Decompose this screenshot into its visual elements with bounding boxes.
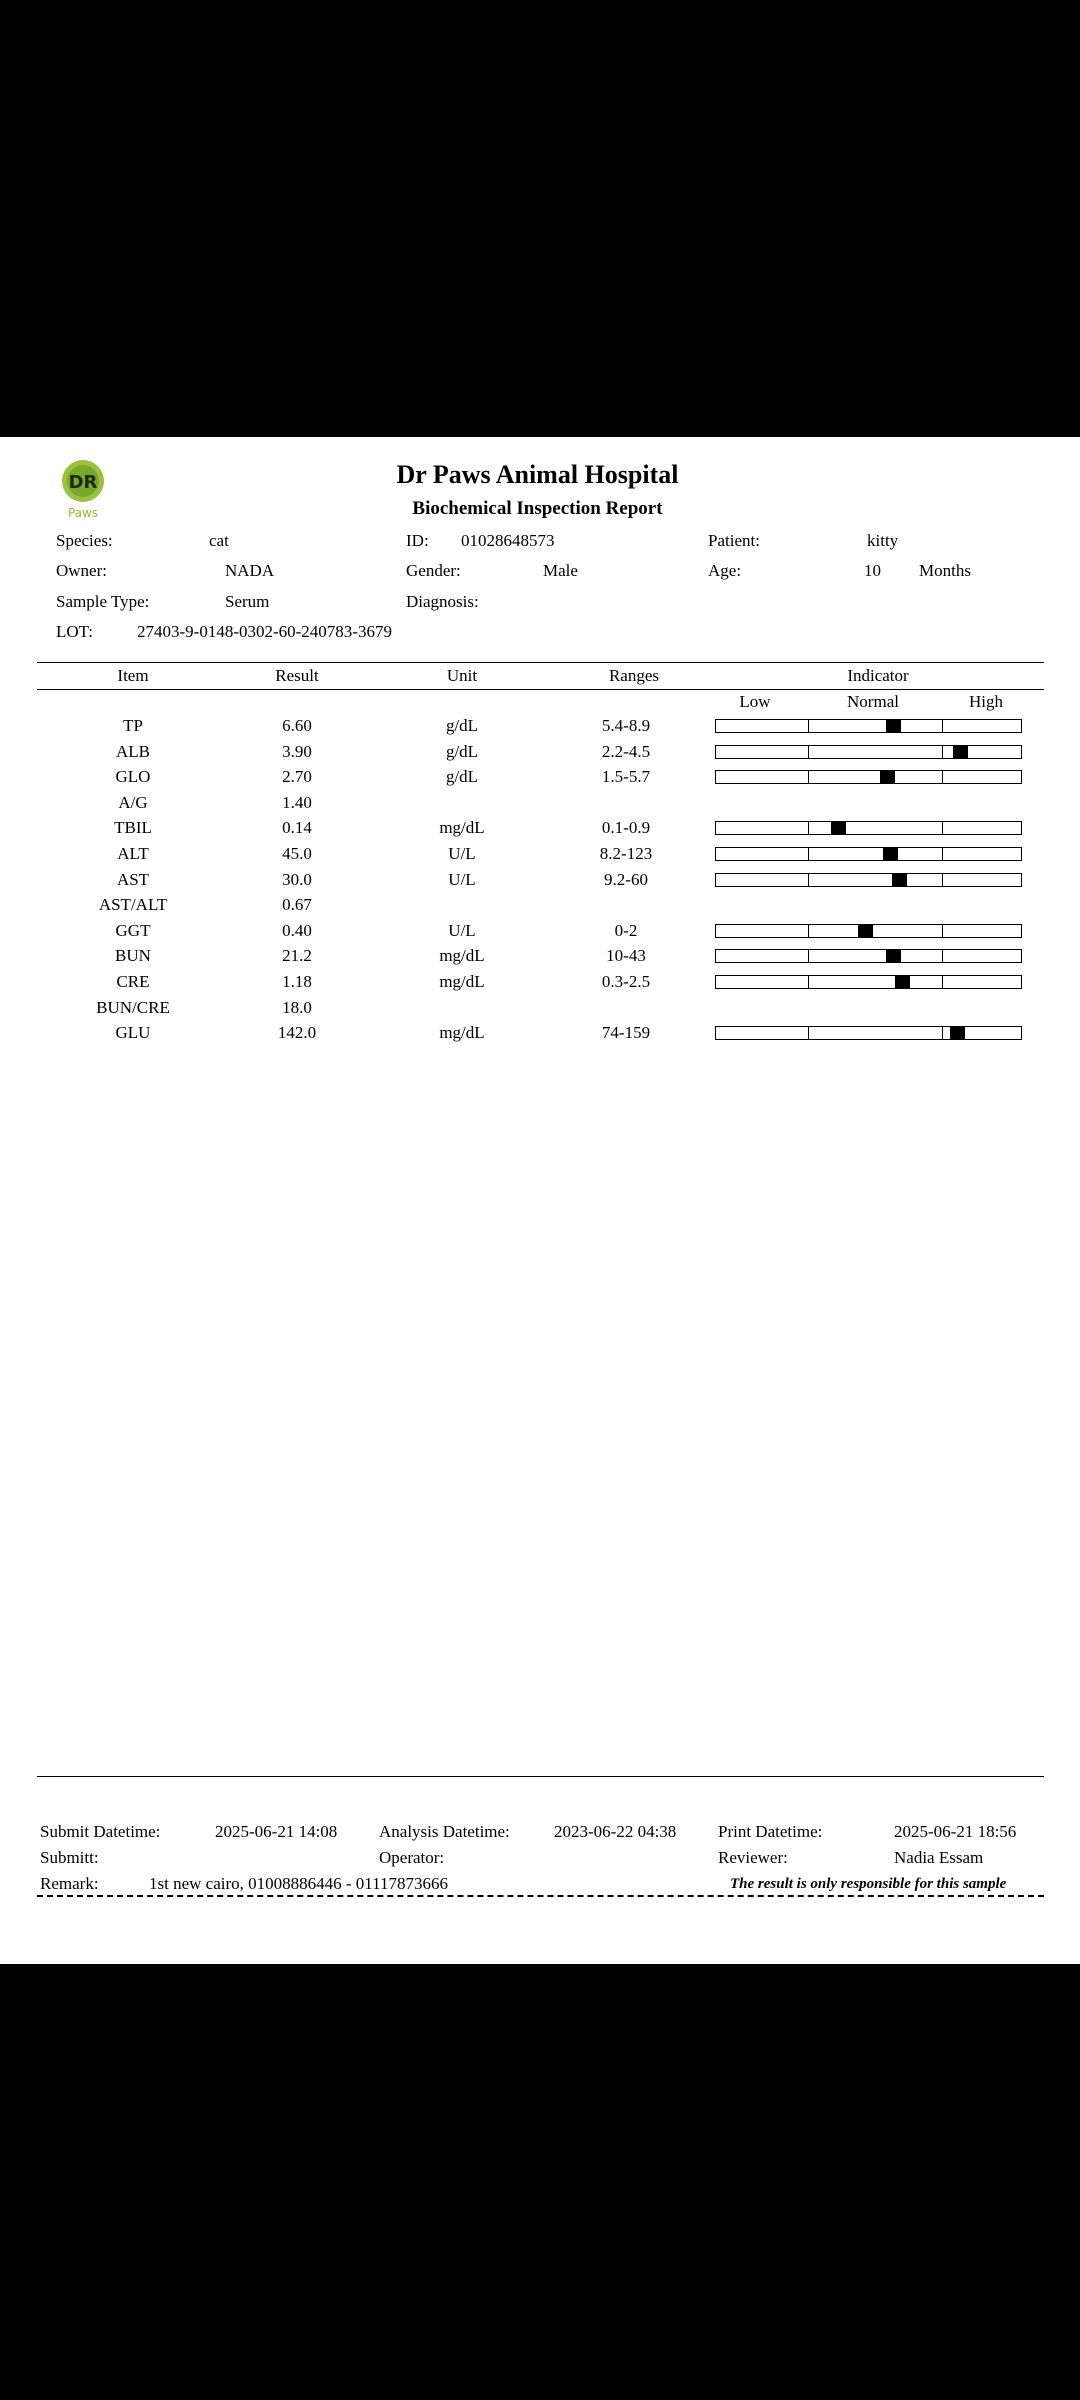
operator-label: Operator: [379, 1848, 445, 1867]
low-normal-divider [808, 874, 809, 886]
age-unit: Months [919, 561, 971, 580]
indicator-marker [880, 771, 895, 783]
gender-label: Gender: [406, 561, 461, 580]
row-unit: g/dL [445, 716, 479, 735]
submitter-label: Submitt: [40, 1848, 99, 1867]
row-result: 0.40 [282, 920, 312, 940]
row-item: GLO [115, 767, 151, 787]
table-header-rule [37, 689, 1044, 690]
row-item: CRE [116, 972, 150, 991]
row-item: GGT [115, 920, 151, 940]
row-item: ALT [117, 844, 149, 863]
row-unit: mg/dL [439, 946, 485, 966]
patient-value: kitty [867, 531, 899, 550]
row-range: 5.4-8.9 [601, 716, 651, 735]
row-unit: mg/dL [439, 1023, 485, 1043]
indicator-marker [858, 925, 873, 937]
age-value: 10 [864, 561, 881, 580]
row-item: AST [116, 869, 150, 889]
indicator-bar [715, 1026, 1022, 1040]
disclaimer: The result is only responsible for this sample [730, 1876, 1007, 1892]
logo-text-top: DR [68, 472, 98, 493]
row-result: 21.2 [282, 946, 312, 966]
id-value: 01028648573 [461, 531, 555, 550]
indicator-marker [831, 822, 846, 834]
normal-high-divider [942, 822, 943, 834]
footer-top-rule [37, 1776, 1044, 1777]
header-result: Result [275, 666, 319, 685]
patient-label: Patient: [708, 531, 760, 550]
indicator-bar [715, 924, 1022, 938]
indicator-high-label: High [969, 692, 1003, 711]
row-result: 45.0 [282, 844, 312, 863]
normal-high-divider [942, 746, 943, 758]
indicator-marker [950, 1027, 965, 1039]
row-unit: g/dL [445, 741, 479, 761]
row-item: ALB [116, 741, 150, 761]
row-result: 6.60 [282, 716, 312, 735]
normal-high-divider [942, 720, 943, 732]
age-label: Age: [708, 561, 742, 580]
low-normal-divider [808, 720, 809, 732]
owner-label: Owner: [56, 561, 107, 580]
indicator-bar [715, 847, 1022, 861]
low-normal-divider [808, 1027, 809, 1039]
normal-high-divider [942, 976, 943, 988]
row-item: A/G [118, 792, 148, 812]
row-item: BUN [115, 946, 151, 966]
row-item: BUN/CRE [96, 997, 170, 1017]
footer-dashed-rule [37, 1895, 1044, 1897]
low-normal-divider [808, 925, 809, 937]
indicator-bar [715, 821, 1022, 835]
reviewer-value: Nadia Essam [894, 1848, 984, 1867]
row-unit: mg/dL [439, 818, 485, 838]
indicator-marker [892, 874, 907, 886]
row-range: 1.5-5.7 [601, 767, 651, 787]
diagnosis-label: Diagnosis: [406, 592, 479, 611]
lot-label: LOT: [56, 622, 93, 641]
print-datetime-value: 2025-06-21 18:56 [894, 1822, 1017, 1841]
row-result: 0.14 [282, 818, 312, 838]
analysis-datetime-value: 2023-06-22 04:38 [554, 1822, 677, 1841]
normal-high-divider [942, 874, 943, 886]
submit-datetime-value: 2025-06-21 14:08 [215, 1822, 338, 1841]
indicator-bar [715, 719, 1022, 733]
indicator-low-label: Low [739, 692, 771, 711]
sample-type-label: Sample Type: [56, 592, 150, 611]
indicator-bar [715, 949, 1022, 963]
gender-value: Male [543, 561, 578, 580]
row-item: AST/ALT [98, 895, 168, 915]
row-range: 2.2-4.5 [601, 741, 651, 761]
report-title: Biochemical Inspection Report [412, 498, 663, 519]
remark-label: Remark: [40, 1874, 99, 1893]
normal-high-divider [942, 848, 943, 860]
header-unit: Unit [446, 666, 478, 685]
remark-value: 1st new cairo, 01008886446 - 01117873666 [149, 1874, 449, 1893]
header-item: Item [117, 666, 149, 685]
low-normal-divider [808, 976, 809, 988]
normal-high-divider [942, 771, 943, 783]
row-result: 3.90 [282, 741, 312, 761]
low-normal-divider [808, 822, 809, 834]
table-top-rule [37, 662, 1044, 663]
row-unit: U/L [448, 844, 476, 863]
row-item: TBIL [114, 818, 152, 838]
row-unit: g/dL [445, 767, 479, 787]
lot-value: 27403-9-0148-0302-60-240783-3679 [137, 622, 392, 641]
row-result: 1.40 [282, 792, 312, 812]
hospital-name: Dr Paws Animal Hospital [396, 460, 679, 489]
normal-high-divider [942, 925, 943, 937]
normal-high-divider [942, 1027, 943, 1039]
submit-datetime-label: Submit Datetime: [40, 1822, 161, 1841]
row-result: 1.18 [282, 972, 312, 991]
low-normal-divider [808, 848, 809, 860]
row-range: 0.1-0.9 [601, 818, 651, 838]
analysis-datetime-label: Analysis Datetime: [379, 1822, 510, 1841]
row-unit: mg/dL [439, 972, 485, 991]
row-result: 0.67 [282, 895, 312, 915]
indicator-marker [895, 976, 910, 988]
indicator-marker [883, 848, 898, 860]
species-label: Species: [56, 531, 113, 550]
indicator-bar [715, 770, 1022, 784]
row-item: GLU [115, 1023, 151, 1043]
sample-type-value: Serum [225, 592, 270, 611]
indicator-bar [715, 745, 1022, 759]
row-result: 18.0 [282, 997, 312, 1017]
print-datetime-label: Print Datetime: [718, 1822, 823, 1841]
row-result: 142.0 [277, 1023, 317, 1043]
indicator-marker [953, 746, 968, 758]
indicator-marker [886, 950, 901, 962]
row-result: 2.70 [282, 767, 312, 787]
row-result: 30.0 [282, 869, 312, 889]
indicator-bar [715, 873, 1022, 887]
row-range: 0.3-2.5 [601, 972, 651, 991]
row-range: 8.2-123 [599, 844, 653, 863]
owner-value: NADA [225, 561, 275, 580]
low-normal-divider [808, 746, 809, 758]
species-value: cat [209, 531, 229, 550]
row-range: 0-2 [614, 920, 638, 940]
row-range: 10-43 [606, 946, 646, 966]
normal-high-divider [942, 950, 943, 962]
low-normal-divider [808, 950, 809, 962]
reviewer-label: Reviewer: [718, 1848, 788, 1867]
low-normal-divider [808, 771, 809, 783]
row-item: TP [123, 716, 143, 735]
indicator-normal-label: Normal [847, 692, 899, 711]
row-unit: U/L [448, 920, 476, 940]
row-range: 9.2-60 [604, 869, 648, 889]
indicator-marker [886, 720, 901, 732]
row-range: 74-159 [601, 1023, 651, 1043]
indicator-bar [715, 975, 1022, 989]
header-indicator: Indicator [847, 666, 909, 685]
header-ranges: Ranges [608, 666, 660, 685]
id-label: ID: [406, 531, 429, 550]
logo-text-bottom: Paws [67, 506, 99, 520]
row-unit: U/L [448, 869, 476, 889]
